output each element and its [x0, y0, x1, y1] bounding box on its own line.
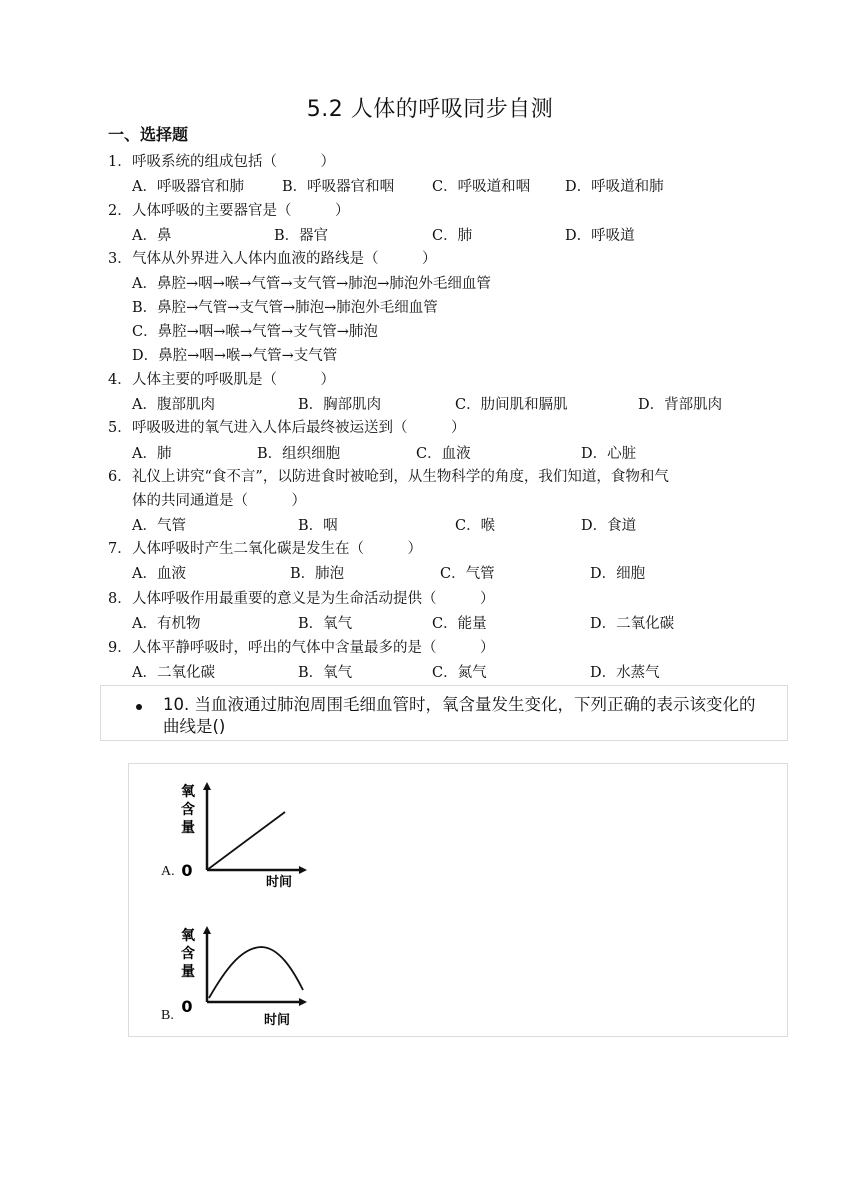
y-axis-label-char: 含: [181, 802, 195, 818]
option-d[interactable]: D．食道: [581, 518, 637, 534]
section-heading: 一、选择题: [108, 125, 189, 144]
origin-label: 0: [181, 861, 193, 880]
question-6: [108, 465, 669, 486]
option-c[interactable]: C．喉: [455, 518, 496, 534]
option-c[interactable]: C．能量: [432, 616, 487, 632]
question-number: 5．: [108, 420, 132, 436]
option-c[interactable]: C．血液: [416, 446, 471, 462]
option-b[interactable]: B．氧气: [298, 665, 353, 681]
question-7: [108, 537, 422, 558]
question-10-text: 10. 当血液通过肺泡周围毛细血管时，氧含量发生变化，下列正确的表示该变化的曲线是(): [163, 695, 756, 736]
option-a[interactable]: A．呼吸器官和肺: [132, 179, 244, 195]
option-b[interactable]: B．肺泡: [290, 566, 345, 582]
y-axis-label-char: 氧: [181, 928, 195, 944]
y-axis-label-char: 氧: [181, 784, 195, 800]
question-text: 呼吸系统的组成包括（ ）: [132, 154, 335, 170]
option-c[interactable]: C．肋间肌和膈肌: [455, 397, 568, 413]
question-2: [108, 199, 350, 220]
question-number: 2．: [108, 203, 132, 219]
curve-rise-then-fall: [209, 947, 303, 998]
x-axis-label: 时间: [263, 1013, 291, 1028]
question-text: 人体呼吸作用最重要的意义是为生命活动提供（ ）: [132, 591, 495, 607]
option-d[interactable]: D．心脏: [581, 446, 637, 462]
y-axis-arrow-icon: [203, 926, 211, 934]
y-axis-arrow-icon: [203, 782, 211, 790]
x-axis-label: 时间: [265, 875, 293, 888]
question-5: [108, 416, 466, 437]
option-a[interactable]: A．鼻: [132, 228, 172, 244]
option-b[interactable]: B．氧气: [298, 616, 353, 632]
question-text: 礼仪上讲究“食不言”，以防进食时被呛到，从生物科学的角度，我们知道，食物和气: [132, 469, 669, 485]
question-text: 人体平静呼吸时，呼出的气体中含量最多的是（ ）: [132, 640, 495, 656]
curve-rising-line: [207, 812, 285, 870]
option-c[interactable]: C．气管: [440, 566, 495, 582]
question-number: 6．: [108, 469, 132, 485]
y-axis-label-char: 量: [181, 964, 195, 980]
question-number: 1．: [108, 154, 132, 170]
option-a[interactable]: A．鼻腔→咽→喉→气管→支气管→肺泡→肺泡外毛细血管: [132, 276, 491, 292]
option-a[interactable]: A．有机物: [132, 616, 201, 632]
question-3: [108, 247, 437, 268]
option-c[interactable]: C．肺: [432, 228, 473, 244]
page-title: 5.2 人体的呼吸同步自测: [306, 97, 554, 122]
answer-graphs-box: [128, 763, 788, 1037]
question-number: 9．: [108, 640, 132, 656]
option-d[interactable]: D．水蒸气: [590, 665, 660, 681]
option-a[interactable]: A．二氧化碳: [132, 665, 215, 681]
question-4: [108, 368, 335, 389]
question-number: 4．: [108, 372, 132, 388]
option-d[interactable]: D．呼吸道: [565, 228, 635, 244]
option-a[interactable]: A．血液: [132, 566, 186, 582]
option-c[interactable]: C．鼻腔→咽→喉→气管→支气管→肺泡: [132, 324, 378, 340]
question-number: 8．: [108, 591, 132, 607]
y-axis-label-char: 量: [181, 820, 195, 836]
option-a[interactable]: A．肺: [132, 446, 172, 462]
question-9: [108, 636, 495, 657]
option-a[interactable]: A．气管: [132, 518, 186, 534]
option-d[interactable]: D．二氧化碳: [590, 616, 675, 632]
y-axis-label-char: 含: [181, 946, 195, 962]
option-b[interactable]: B．咽: [298, 518, 338, 534]
origin-label: 0: [181, 997, 193, 1016]
option-c[interactable]: C．呼吸道和咽: [432, 179, 531, 195]
option-b[interactable]: B．器官: [274, 228, 329, 244]
x-axis-arrow-icon: [299, 866, 307, 874]
option-b[interactable]: B．呼吸器官和咽: [282, 179, 395, 195]
question-text: 呼吸吸进的氧气进入人体后最终被运送到（ ）: [132, 420, 466, 436]
graph-a[interactable]: [177, 776, 327, 888]
x-axis-arrow-icon: [299, 998, 307, 1006]
option-b[interactable]: B．胸部肌肉: [298, 397, 382, 413]
question-8: [108, 587, 495, 608]
question-10-box: [100, 685, 788, 741]
option-b[interactable]: B．鼻腔→气管→支气管→肺泡→肺泡外毛细血管: [132, 300, 438, 316]
question-text: 人体主要的呼吸肌是（ ）: [132, 372, 335, 388]
option-b[interactable]: B．组织细胞: [257, 446, 341, 462]
option-a[interactable]: A．腹部肌肉: [132, 397, 215, 413]
question-number: 7．: [108, 541, 132, 557]
option-c[interactable]: C．氮气: [432, 665, 487, 681]
question-1: [108, 150, 335, 171]
question-text: 人体呼吸的主要器官是（ ）: [132, 203, 350, 219]
question-text: 气体从外界进入人体内血液的路线是（ ）: [132, 251, 437, 267]
question-text-continued: 体的共同通道是（ ）: [132, 493, 306, 509]
option-d[interactable]: D．鼻腔→咽→喉→气管→支气管: [132, 348, 338, 364]
option-a-label[interactable]: A.: [161, 864, 175, 879]
question-number: 3．: [108, 251, 132, 267]
option-b-label[interactable]: B.: [161, 1008, 174, 1023]
question-text: 人体呼吸时产生二氧化碳是发生在（ ）: [132, 541, 422, 557]
option-d[interactable]: D．背部肌肉: [638, 397, 723, 413]
option-d[interactable]: D．呼吸道和肺: [565, 179, 664, 195]
bullet-icon: [136, 704, 142, 710]
graph-b[interactable]: [177, 920, 327, 1032]
option-d[interactable]: D．细胞: [590, 566, 646, 582]
